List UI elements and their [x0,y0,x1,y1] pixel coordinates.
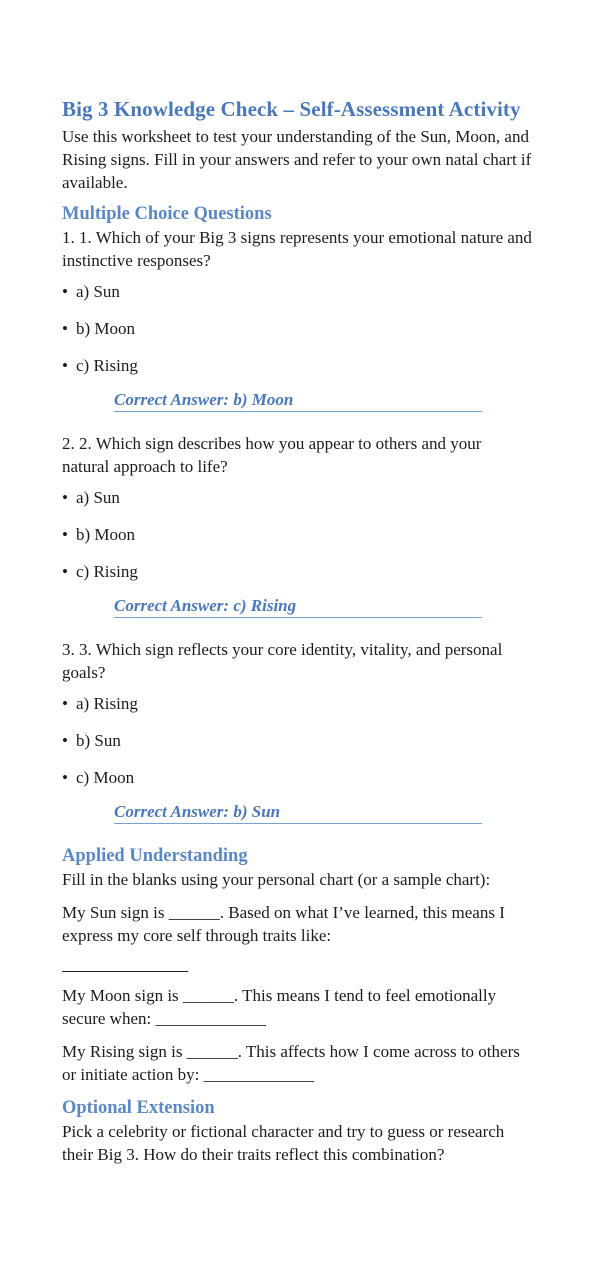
option-2b[interactable]: • b) Moon [62,525,136,544]
sun-sign-prompt: My Sun sign is ______. Based on what I’ve learned, this means I express my core self through traits like: [62,903,505,945]
bullet-icon: • [62,562,68,581]
bullet-icon: • [62,356,68,375]
option-1a[interactable]: • a) Sun [62,282,120,301]
option-list-2 [62,486,532,583]
option-1c[interactable]: • c) Rising [62,356,138,375]
bullet-icon: • [62,525,68,544]
question-block-2 [62,432,532,618]
correct-answer-1: Correct Answer: b) Moon [114,389,482,412]
option-3c[interactable]: • c) Moon [62,768,135,787]
bullet-icon: • [62,282,68,301]
applied-instructions: Fill in the blanks using your personal chart (or a sample chart): [62,870,491,889]
extension-text: Pick a celebrity or fictional character and try to guess or research their Big 3. How do their traits reflect this combination? [62,1122,505,1164]
bullet-icon: • [62,319,68,338]
bullet-icon: • [62,731,68,750]
question-block-3 [62,638,532,824]
correct-answer-3: Correct Answer: b) Sun [114,801,482,824]
bullet-icon: • [62,694,68,713]
rising-sign-prompt: My Rising sign is ______. This affects how I come across to others or initiate action by: _____________ [62,1042,520,1084]
bullet-icon: • [62,768,68,787]
intro-text: Use this worksheet to test your understanding of the Sun, Moon, and Rising signs. Fill in your answers and refer to your own natal chart if available. [62,127,532,192]
option-list-1 [62,280,532,377]
moon-sign-prompt: My Moon sign is ______. This means I tend to feel emotionally secure when: _____________ [62,986,497,1028]
question-text-1: 1. 1. Which of your Big 3 signs represents your emotional nature and instinctive responses? [62,228,532,270]
option-3a[interactable]: • a) Rising [62,694,138,713]
option-1b[interactable]: • b) Moon [62,319,136,338]
applied-heading: Applied Understanding [62,846,248,866]
option-2c[interactable]: • c) Rising [62,562,138,581]
option-list-3 [62,692,532,789]
mc-heading: Multiple Choice Questions [62,204,272,224]
sun-traits-blank[interactable] [62,953,188,972]
question-text-3: 3. 3. Which sign reflects your core identity, vitality, and personal goals? [62,640,503,682]
extension-heading: Optional Extension [62,1098,215,1118]
worksheet [62,96,532,1166]
bullet-icon: • [62,488,68,507]
option-2a[interactable]: • a) Sun [62,488,120,507]
correct-answer-2: Correct Answer: c) Rising [114,595,482,618]
page-title: Big 3 Knowledge Check – Self-Assessment Activity [62,97,521,121]
question-text-2: 2. 2. Which sign describes how you appear to others and your natural approach to life? [62,434,482,476]
question-block-1 [62,226,532,412]
option-3b[interactable]: • b) Sun [62,731,121,750]
